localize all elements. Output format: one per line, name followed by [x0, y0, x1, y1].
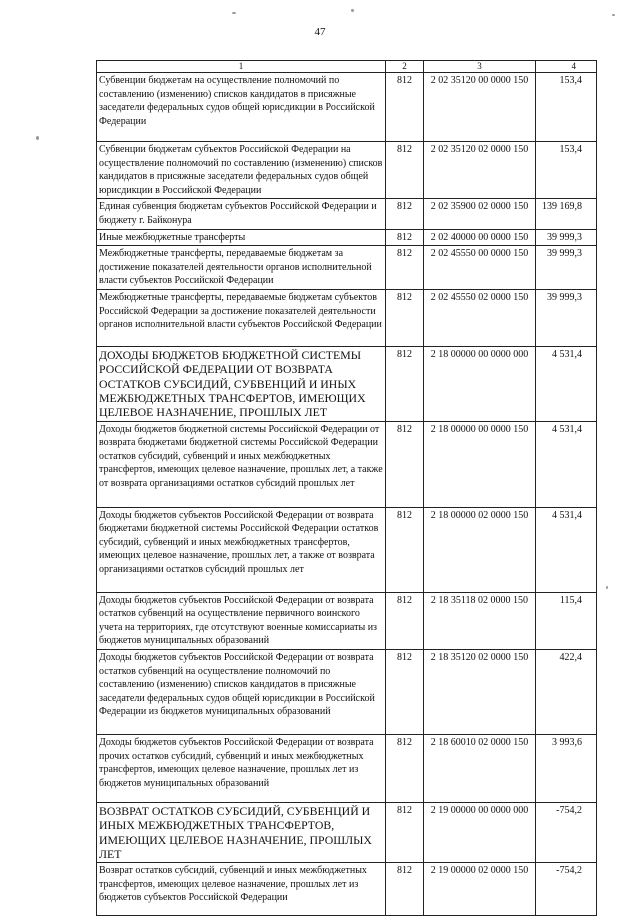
- scan-speck: [606, 586, 608, 589]
- table-row: [97, 863, 597, 916]
- header-cell-1: 1: [97, 61, 386, 73]
- table-row: [97, 592, 597, 649]
- scan-speck: [351, 9, 354, 12]
- budget-code-cell: 2 02 35900 02 0000 150: [424, 199, 536, 229]
- table-row: [97, 421, 597, 507]
- amount-cell: 39 999,3: [536, 229, 597, 246]
- budget-code-cell: 2 02 40000 00 0000 150: [424, 229, 536, 246]
- table-row: [97, 246, 597, 290]
- admin-code-cell: 812: [386, 229, 424, 246]
- budget-code-cell: 2 18 35118 02 0000 150: [424, 592, 536, 649]
- amount-cell: 4 531,4: [536, 421, 597, 507]
- admin-code-cell: 812: [386, 142, 424, 199]
- budget-code-cell: 2 18 60010 02 0000 150: [424, 735, 536, 803]
- budget-code-cell: 2 18 00000 00 0000 150: [424, 421, 536, 507]
- table-row: [97, 507, 597, 592]
- amount-cell: -754,2: [536, 863, 597, 916]
- amount-cell: 4 531,4: [536, 507, 597, 592]
- amount-cell: 153,4: [536, 142, 597, 199]
- admin-code-cell: 812: [386, 246, 424, 290]
- income-name-cell: Доходы бюджетов субъектов Российской Федерации от возврата бюджетами бюджетной системы Российской Федерации остатков субсидий, субвенций и иных межбюджетных трансфертов, имеющих целевое назначение, прошлых лет, а также от возврата организациями остатков субсидий прошлых лет: [97, 507, 386, 592]
- header-cell-4: 4: [536, 61, 597, 73]
- table-row: [97, 803, 597, 863]
- page-number: 47: [314, 26, 326, 38]
- admin-code-cell: 812: [386, 863, 424, 916]
- table-body: [97, 61, 597, 916]
- amount-cell: 139 169,8: [536, 199, 597, 229]
- budget-code-cell: 2 18 35120 02 0000 150: [424, 650, 536, 735]
- income-name-cell: Субвенции бюджетам на осуществление полномочий по составлению (изменению) списков кандидатов в присяжные заседатели федеральных судов общей юрисдикции в Российской Федерации: [97, 73, 386, 142]
- income-name-cell: Межбюджетные трансферты, передаваемые бюджетам субъектов Российской Федерации за достижение показателей деятельности органов исполнительной власти субъектов Российской Федерации: [97, 290, 386, 347]
- budget-code-cell: 2 02 35120 02 0000 150: [424, 142, 536, 199]
- amount-cell: 115,4: [536, 592, 597, 649]
- admin-code-cell: 812: [386, 73, 424, 142]
- budget-code-cell: 2 02 35120 00 0000 150: [424, 73, 536, 142]
- budget-code-cell: 2 19 00000 02 0000 150: [424, 863, 536, 916]
- table-row: [97, 290, 597, 347]
- budget-code-cell: 2 02 45550 00 0000 150: [424, 246, 536, 290]
- admin-code-cell: 812: [386, 650, 424, 735]
- amount-cell: 39 999,3: [536, 246, 597, 290]
- income-name-cell: Иные межбюджетные трансферты: [97, 229, 386, 246]
- income-name-cell: Возврат остатков субсидий, субвенций и иных межбюджетных трансфертов, имеющих целевое назначение, прошлых лет из бюджетов субъектов Российской Федерации: [97, 863, 386, 916]
- amount-cell: 153,4: [536, 73, 597, 142]
- income-name-cell: Доходы бюджетов субъектов Российской Федерации от возврата остатков субвенций на осуществление первичного воинского учета на территориях, где отсутствуют военные комиссариаты из бюджетов муниципальных образований: [97, 592, 386, 649]
- income-name-cell: ВОЗВРАТ ОСТАТКОВ СУБСИДИЙ, СУБВЕНЦИЙ И ИНЫХ МЕЖБЮДЖЕТНЫХ ТРАНСФЕРТОВ, ИМЕЮЩИХ ЦЕЛЕВОЕ НАЗНАЧЕНИЕ, ПРОШЛЫХ ЛЕТ: [97, 803, 386, 863]
- income-name-cell: ДОХОДЫ БЮДЖЕТОВ БЮДЖЕТНОЙ СИСТЕМЫ РОССИЙСКОЙ ФЕДЕРАЦИИ ОТ ВОЗВРАТА ОСТАТКОВ СУБСИДИЙ, СУБВЕНЦИЙ И ИНЫХ МЕЖБЮДЖЕТНЫХ ТРАНСФЕРТОВ, ИМЕЮЩИХ ЦЕЛЕВОЕ НАЗНАЧЕНИЕ, ПРОШЛЫХ ЛЕТ: [97, 347, 386, 421]
- income-name-cell: Доходы бюджетов бюджетной системы Российской Федерации от возврата бюджетами бюджетной системы Российской Федерации остатков субсидий, субвенций и иных межбюджетных трансфертов, имеющих целевое назначение, прошлых лет, а также от возврата организациями остатков субсидий прошлых лет: [97, 421, 386, 507]
- table-row: [97, 347, 597, 421]
- admin-code-cell: 812: [386, 199, 424, 229]
- table-row: [97, 73, 597, 142]
- amount-cell: 422,4: [536, 650, 597, 735]
- income-name-cell: Единая субвенция бюджетам субъектов Российской Федерации и бюджету г. Байконура: [97, 199, 386, 229]
- admin-code-cell: 812: [386, 347, 424, 421]
- table-row: [97, 142, 597, 199]
- header-cell-3: 3: [424, 61, 536, 73]
- admin-code-cell: 812: [386, 803, 424, 863]
- scan-speck: [612, 14, 615, 16]
- table-row: [97, 229, 597, 246]
- admin-code-cell: 812: [386, 735, 424, 803]
- amount-cell: 3 993,6: [536, 735, 597, 803]
- scan-speck: [232, 12, 236, 14]
- budget-code-cell: 2 18 00000 02 0000 150: [424, 507, 536, 592]
- income-name-cell: Межбюджетные трансферты, передаваемые бюджетам за достижение показателей деятельности органов исполнительной власти субъектов Российской Федерации: [97, 246, 386, 290]
- income-name-cell: Доходы бюджетов субъектов Российской Федерации от возврата прочих остатков субсидий, субвенций и иных межбюджетных трансфертов, имеющих целевое назначение, прошлых лет из бюджетов муниципальных образований: [97, 735, 386, 803]
- income-name-cell: Субвенции бюджетам субъектов Российской Федерации на осуществление полномочий по составлению (изменению) списков кандидатов в присяжные заседатели федеральных судов общей юрисдикции в Российской Федерации: [97, 142, 386, 199]
- header-cell-2: 2: [386, 61, 424, 73]
- admin-code-cell: 812: [386, 507, 424, 592]
- income-name-cell: Доходы бюджетов субъектов Российской Федерации от возврата остатков субвенций на осуществление полномочий по составлению (изменению) списков кандидатов в присяжные заседатели федеральных судов общей юрисдикции в Российской Федерации из бюджетов муниципальных образований: [97, 650, 386, 735]
- table-row: [97, 735, 597, 803]
- scan-speck: [36, 136, 39, 140]
- budget-code-cell: 2 02 45550 02 0000 150: [424, 290, 536, 347]
- admin-code-cell: 812: [386, 421, 424, 507]
- amount-cell: 39 999,3: [536, 290, 597, 347]
- budget-code-cell: 2 18 00000 00 0000 000: [424, 347, 536, 421]
- amount-cell: 4 531,4: [536, 347, 597, 421]
- table-row: [97, 199, 597, 229]
- budget-code-cell: 2 19 00000 00 0000 000: [424, 803, 536, 863]
- revenue-table: [96, 60, 597, 916]
- table-header-row: [97, 61, 597, 73]
- admin-code-cell: 812: [386, 592, 424, 649]
- table-row: [97, 650, 597, 735]
- amount-cell: -754,2: [536, 803, 597, 863]
- admin-code-cell: 812: [386, 290, 424, 347]
